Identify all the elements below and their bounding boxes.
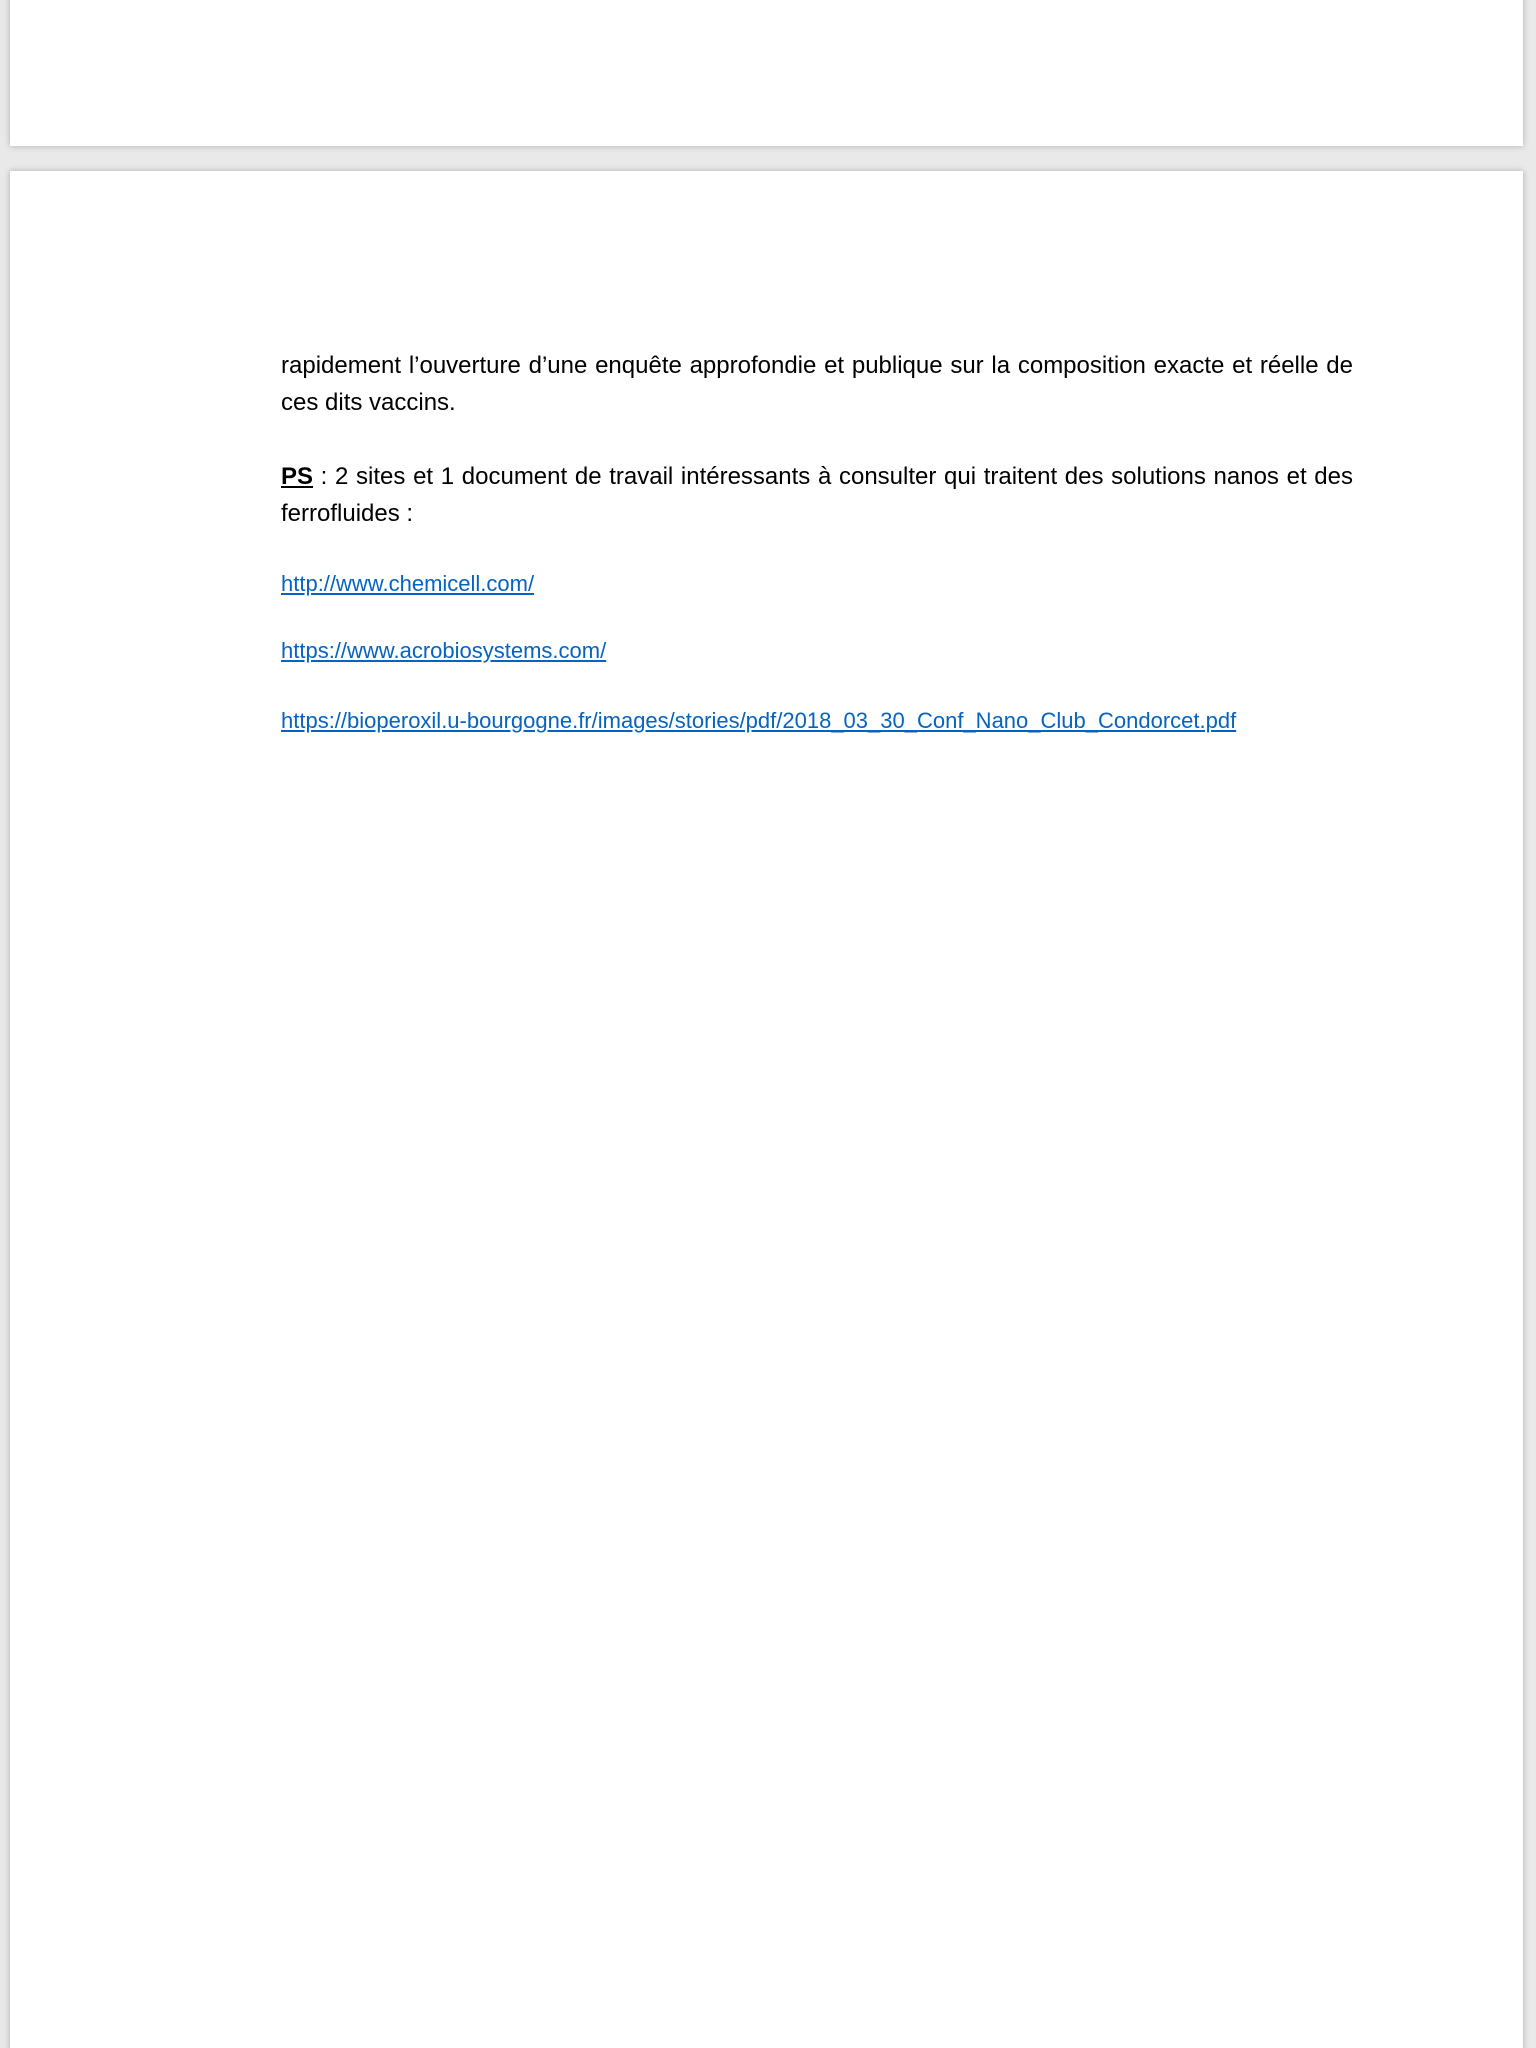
previous-page	[10, 0, 1523, 146]
ps-label: PS	[281, 463, 314, 490]
link-acrobiosystems[interactable]: https://www.acrobiosystems.com/	[281, 638, 607, 663]
ps-text: : 2 sites et 1 document de travail intéressants à consulter qui traitent des solutions nanos et des ferrofluides :	[281, 463, 1353, 527]
ps-paragraph	[281, 458, 1353, 532]
current-page	[10, 171, 1523, 2048]
page-content	[281, 347, 1353, 736]
link-list	[281, 569, 1353, 736]
link-chemicell[interactable]: http://www.chemicell.com/	[281, 571, 535, 596]
body-paragraph: rapidement l’ouverture d’une enquête approfondie et publique sur la composition exacte et réelle de ces dits vaccins.	[281, 352, 1353, 416]
link-bioperoxil-pdf[interactable]: https://bioperoxil.u-bourgogne.fr/images/stories/pdf/2018_03_30_Conf_Nano_Club_Condorcet.pdf	[281, 708, 1237, 733]
